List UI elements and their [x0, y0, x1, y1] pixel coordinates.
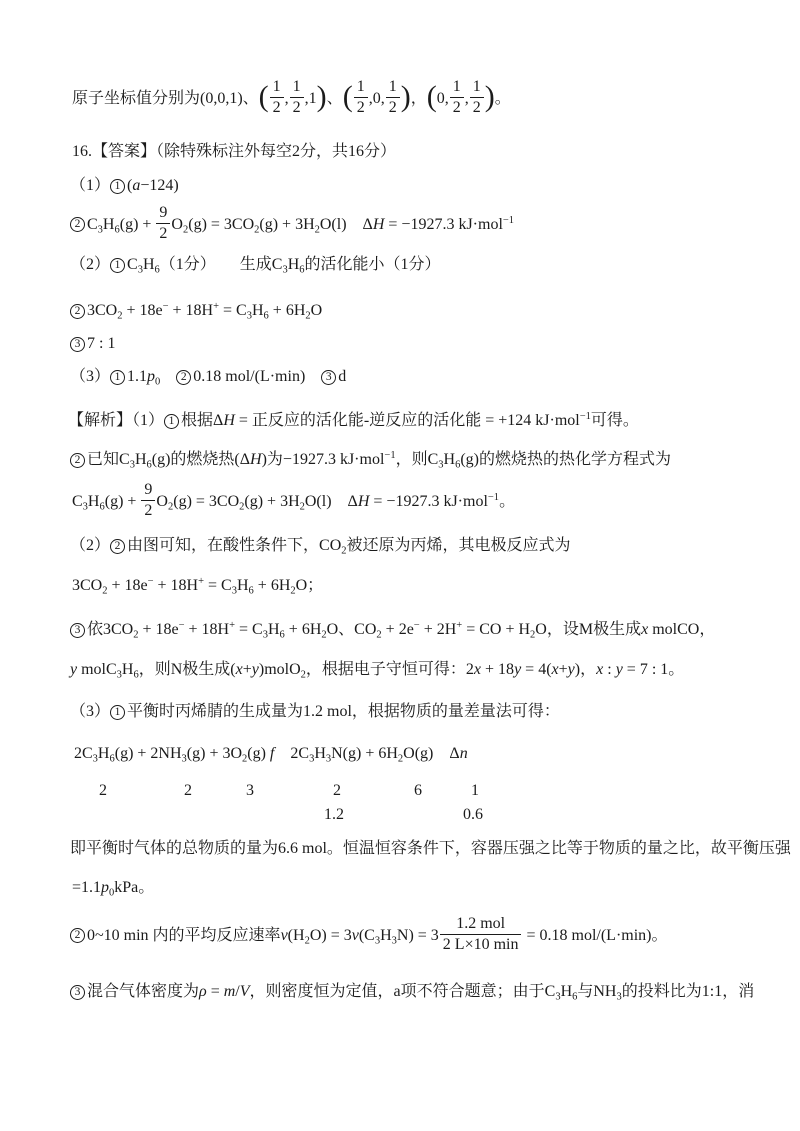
italic-var: v	[351, 926, 359, 944]
big-paren-open: (	[342, 80, 353, 114]
italic-var: H	[223, 412, 235, 429]
analysis-3-2-rate: 2 0~10 min 内的平均反应速率$v(H_2O) = 3v(C_3H_3N) = 3$ 1.2 mol 2 L×10 min = 0.18 mol/(L·min)。	[70, 917, 668, 955]
subscript: 6	[455, 459, 461, 471]
answer-heading: 16.【答案】（除特殊标注外每空2分，共16分）	[72, 143, 397, 160]
superscript: −	[162, 301, 169, 312]
subscript: 3	[438, 459, 444, 471]
analysis-3-3-density: 3 混合气体密度为ρ = m/V，则密度恒为定值，a项不符合题意；由于$C_3H_6$与$NH_3$的投料比为1:1，消	[70, 982, 754, 1002]
subscript: 2	[290, 585, 296, 597]
superscript: −	[147, 576, 154, 587]
superscript: +	[213, 301, 220, 312]
subscript: 3	[325, 753, 332, 765]
subscript: 6	[299, 264, 305, 276]
italic-var: y	[615, 661, 623, 678]
circled-number: 1	[110, 705, 125, 720]
stoich-coefficient: 3	[246, 782, 254, 799]
subscript: 2	[182, 224, 189, 236]
superscript: +	[229, 620, 236, 631]
italic-var: x	[551, 661, 559, 678]
answer-2-3-ratio: 3 7 : 1	[70, 334, 115, 354]
subscript: 6	[154, 264, 160, 276]
fraction: $\frac{1}{2}$	[470, 78, 484, 116]
fraction: $\frac{1}{2}$	[290, 78, 304, 116]
circled-number: 1	[110, 179, 125, 194]
italic-var: x	[473, 661, 482, 678]
italic-var: f	[269, 745, 275, 762]
italic-var: a	[132, 177, 141, 194]
circled-number: 3	[70, 337, 85, 352]
fraction: 1.2 mol 2 L×10 min	[440, 915, 522, 953]
stoich-coefficient: 6	[414, 782, 422, 799]
analysis-1-2: 2 已知$C_3H_6(g)$的燃烧热(ΔH)为−1927.3 kJ·mol$^{-1}$，则$C_3H_6(g)$的燃烧热的热化学方程式为	[70, 450, 671, 470]
italic-var: H	[250, 451, 262, 468]
answer-1-2-equation: 2 $C_3H_6(g)$ + $\frac{9}{2}$ $O_2(g) = 3CO_2(g) + 3H_2O(l)$ ΔH = −1927.3 kJ·mol$^{-1}$	[70, 206, 514, 244]
subscript: 6	[248, 585, 254, 597]
big-paren-open: (	[426, 80, 437, 114]
answer-2-2-electrode: 2 $3CO_2 + 18e^- + 18H^+ = C_3H_6 + 6H_2O$	[70, 301, 322, 321]
circled-number: 1	[164, 414, 179, 429]
big-paren-open: (	[258, 80, 269, 114]
italic-var: H	[372, 215, 385, 233]
stoich-coefficient: 2	[333, 782, 341, 799]
subscript: 3	[137, 264, 143, 276]
italic-var: y	[514, 661, 522, 678]
subscript: 3	[82, 501, 88, 513]
subscript: 2	[305, 310, 311, 322]
circled-number: 2	[70, 304, 85, 319]
italic-var: p	[147, 368, 156, 385]
answer-2-1: （2） 1 $C_3H_6(1$分） 生成$C_3H_6$的活化能小（1分）	[70, 256, 441, 276]
fraction: $\frac{9}{2}$	[141, 481, 155, 519]
subscript: 3	[92, 753, 98, 765]
subscript: 3	[116, 669, 122, 681]
subscript: 3	[231, 585, 237, 597]
analysis-3-1-total: 即平衡时气体的总物质的量为6.6 mol。恒温恒容条件下，容器压强之比等于物质的量之比，故平衡压强	[70, 840, 791, 857]
circled-number: 2	[70, 928, 85, 943]
fraction: $\frac{1}{2}$	[386, 78, 400, 116]
analysis-1-1: 【解析】（1） 1 根据ΔH = 正反应的活化能-逆反应的活化能 = +124 kJ·mol$^{-1}$可得。	[68, 411, 639, 429]
subscript: 6	[146, 459, 152, 471]
subscript: 6	[99, 501, 105, 513]
big-paren-close: )	[484, 80, 495, 114]
superscript: +	[198, 576, 205, 587]
stoich-coefficient: 2	[184, 782, 192, 799]
stoich-change: 1.2	[324, 806, 344, 823]
subscript: 0	[155, 376, 161, 388]
subscript: 6	[109, 753, 115, 765]
italic-var: H	[357, 492, 370, 510]
subscript: 2	[397, 753, 404, 765]
stoich-coefficient: 2	[99, 782, 107, 799]
analysis-2-3b: y $molC_3H_6$，则N极生成(x+y)molO$_2$，根据电子守恒可得：2x + 18y = 4(x+y)，x : y = 7 : 1。	[70, 661, 685, 681]
fraction: $\frac{1}{2}$	[450, 78, 464, 116]
circled-number: 3	[70, 623, 85, 638]
answer-3-line: （3） 1 $1.1p_0$ 2 0.18 mol/(L·min) 3 d	[70, 368, 347, 388]
subscript: 2	[376, 629, 382, 641]
analysis-3-1-pressure: $=1.1p_0kPa$。	[72, 879, 155, 899]
subscript: 6	[263, 310, 269, 322]
big-paren-close: )	[400, 80, 411, 114]
stoich-coefficient: 1	[471, 782, 479, 799]
subscript: 2	[242, 753, 248, 765]
circled-number: 2	[110, 539, 125, 554]
italic-var: y	[70, 661, 78, 678]
subscript: 3	[181, 753, 187, 765]
superscript: −	[413, 620, 420, 631]
subscript: 2	[254, 224, 260, 236]
subscript: 2	[530, 629, 536, 641]
subscript: 2	[299, 501, 305, 513]
italic-var: V	[239, 983, 250, 1000]
italic-var: x	[641, 621, 649, 638]
analysis-2-2-electrode: $3CO_2 + 18e^- + 18H^+ = C_3H_6 + 6H_2O$；	[72, 576, 324, 597]
subscript: 2	[321, 629, 327, 641]
circled-number: 3	[321, 370, 336, 385]
subscript: 2	[341, 545, 347, 557]
italic-var: x	[596, 661, 604, 678]
subscript: 3	[97, 224, 103, 236]
circled-number: 2	[176, 370, 191, 385]
analysis-2-3a: 3 依$3CO_2 + 18e^- + 18H^+ = C_3H_6 + 6H_2O$、$CO_2 + 2e^- + 2H^+$ = CO + $H_2O$，设M极生成x molCO，	[70, 620, 715, 640]
big-paren-close: )	[316, 80, 327, 114]
fraction: $\frac{1}{2}$	[270, 78, 284, 116]
analysis-1-2-equation: $C_3H_6(g)$ + $\frac{9}{2}$ $O_2(g) = 3CO_2(g) + 3H_2O(l)$ ΔH = −1927.3 kJ·mol$^{-1}$。	[72, 481, 516, 519]
fraction: $\frac{1}{2}$	[354, 78, 368, 116]
answer-1-1: （1） 1 (a−124)	[70, 177, 179, 194]
circled-number: 2	[70, 217, 85, 232]
superscript: −1	[487, 491, 500, 503]
stoich-change: 0.6	[463, 806, 483, 823]
italic-var: v	[280, 926, 288, 944]
subscript: 3	[309, 753, 315, 765]
analysis-3-1-equation: $2C_3H_6(g) + 2NH_3(g) + 3O_2(g)$ f $2C_3H_3N(g) + 6H_2O(g)$ Δn	[74, 745, 468, 765]
superscript: +	[456, 620, 463, 631]
circled-number: 2	[70, 453, 85, 468]
italic-var: n	[459, 745, 468, 762]
superscript: −1	[384, 450, 396, 461]
subscript: 3	[129, 459, 135, 471]
subscript: 2	[117, 310, 123, 322]
italic-var: p	[101, 879, 110, 896]
subscript: 6	[133, 669, 139, 681]
superscript: −	[178, 620, 185, 631]
fraction: $\frac{9}{2}$	[156, 204, 170, 242]
subscript: 3	[374, 935, 381, 947]
subscript: 3	[282, 264, 288, 276]
subscript: 3	[555, 991, 561, 1003]
subscript: 2	[300, 669, 306, 681]
italic-var: y	[567, 661, 575, 678]
italic-var: y	[251, 661, 259, 678]
subscript: 2	[314, 224, 320, 236]
subscript: 6	[572, 991, 578, 1003]
superscript: −1	[502, 214, 515, 226]
italic-var: x	[235, 661, 243, 678]
circled-number: 3	[70, 985, 85, 1000]
subscript: 0	[109, 887, 115, 899]
subscript: 2	[304, 935, 310, 947]
superscript: −1	[579, 411, 591, 422]
italic-var: m	[223, 983, 236, 1000]
subscript: 3	[616, 991, 622, 1003]
circled-number: 1	[110, 370, 125, 385]
circled-number: 1	[110, 258, 125, 273]
analysis-2-2: （2） 2 由图可知，在酸性条件下，$CO_2$被还原为丙烯，其电极反应式为	[70, 537, 571, 557]
subscript: 6	[114, 224, 120, 236]
subscript: 2	[239, 501, 245, 513]
subscript: 3	[262, 629, 268, 641]
subscript: 3	[391, 935, 397, 947]
subscript: 6	[279, 629, 285, 641]
subscript: 2	[102, 585, 108, 597]
subscript: 3	[246, 310, 252, 322]
subscript: 2	[133, 629, 139, 641]
atom-coordinates-line: 原子坐标值分别为(0,0,1)、( $\frac{1}{2}$ , $\frac{1}{2}$ ,1)、( $\frac{1}{2}$ ,0, $\frac{1}{2}$ )，(0, $\frac{1}{2}$ , $\frac{1}{2}$ )。	[72, 78, 511, 116]
italic-var: ρ	[199, 983, 207, 1000]
analysis-3-1: （3） 1 平衡时丙烯腈的生成量为1.2 mol，根据物质的量差量法可得：	[70, 703, 560, 720]
subscript: 2	[167, 501, 174, 513]
